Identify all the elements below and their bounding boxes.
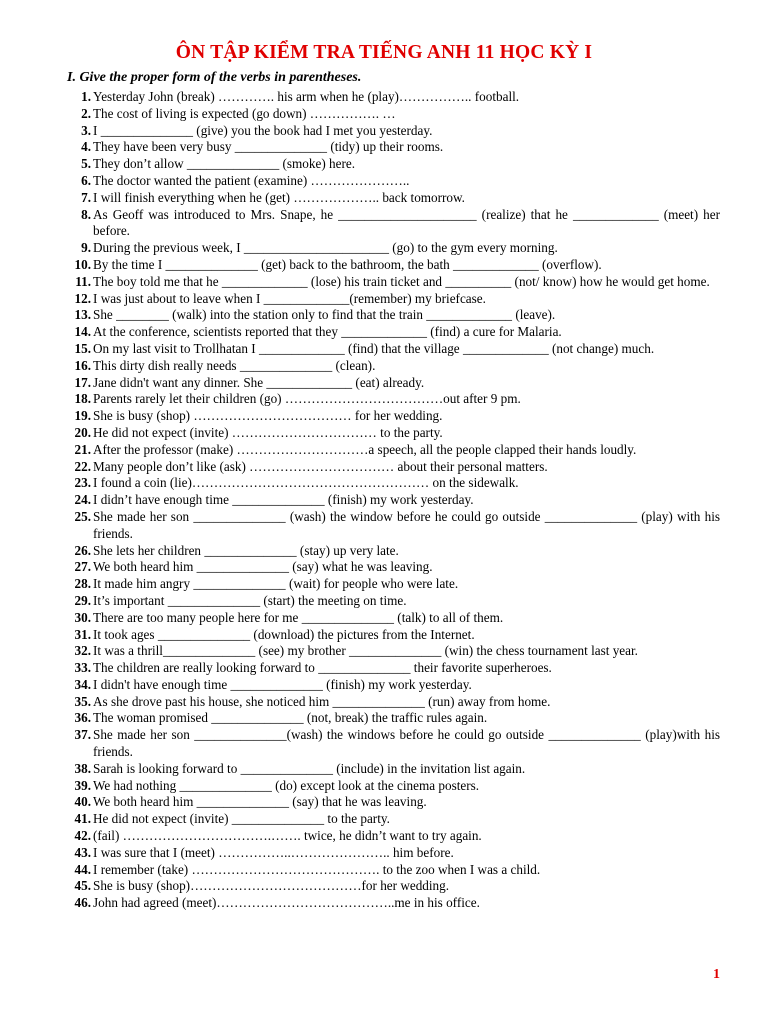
exercise-number: 36. bbox=[74, 710, 91, 726]
exercise-item bbox=[0, 593, 768, 610]
exercise-item bbox=[0, 358, 768, 375]
exercise-number: 45. bbox=[74, 878, 91, 894]
exercise-number: 15. bbox=[74, 340, 91, 356]
exercise-item bbox=[0, 291, 768, 308]
exercise-number: 22. bbox=[74, 458, 91, 474]
exercise-item bbox=[0, 341, 768, 358]
exercise-text: The doctor wanted the patient (examine) ………………….. bbox=[93, 172, 410, 188]
exercise-text: I remember (take) ……………………………………. to the zoo when I was a child. bbox=[93, 861, 541, 877]
exercise-item bbox=[0, 190, 768, 207]
exercise-text: There are too many people here for me ______________ (talk) to all of them. bbox=[93, 609, 504, 625]
exercise-item bbox=[0, 89, 768, 106]
exercise-number: 39. bbox=[74, 777, 91, 793]
exercise-text: It took ages ______________ (download) the pictures from the Internet. bbox=[93, 626, 475, 642]
exercise-number: 9. bbox=[81, 240, 91, 256]
exercise-text: It’s important ______________ (start) the meeting on time. bbox=[93, 592, 407, 608]
exercise-number: 12. bbox=[74, 290, 91, 306]
exercise-text: They don’t allow ______________ (smoke) here. bbox=[93, 156, 355, 172]
exercise-text: I was sure that I (meet) ……………..………………….. him before. bbox=[93, 844, 454, 860]
exercise-item bbox=[0, 492, 768, 509]
exercise-number: 34. bbox=[74, 676, 91, 692]
exercise-text: She is busy (shop)…………………………………for her wedding. bbox=[93, 878, 450, 894]
exercise-number: 2. bbox=[81, 105, 91, 121]
exercise-text: I didn’t have enough time ______________ (finish) my work yesterday. bbox=[93, 492, 474, 508]
exercise-number: 41. bbox=[74, 811, 91, 827]
page-number: 1 bbox=[713, 967, 720, 982]
exercise-text: The boy told me that he _____________ (lose) his train ticket and __________ (not/ know) how he would get home. bbox=[93, 273, 710, 289]
exercise-number: 3. bbox=[81, 122, 91, 138]
exercise-number: 38. bbox=[74, 760, 91, 776]
exercise-item bbox=[0, 173, 768, 190]
exercise-number: 13. bbox=[74, 307, 91, 323]
exercise-item bbox=[0, 660, 768, 677]
section-heading: I. Give the proper form of the verbs in parentheses. bbox=[67, 70, 362, 85]
exercise-item bbox=[0, 307, 768, 324]
exercise-item bbox=[0, 811, 768, 828]
exercise-item bbox=[0, 139, 768, 156]
exercise-number: 43. bbox=[74, 844, 91, 860]
exercise-item bbox=[0, 828, 768, 845]
exercise-item bbox=[0, 627, 768, 644]
exercise-text: She made her son ______________ (wash) the window before he could go outside ______________ (play) with his friends. bbox=[93, 508, 724, 541]
exercise-number: 8. bbox=[81, 206, 91, 222]
exercise-item bbox=[0, 274, 768, 291]
exercise-number: 29. bbox=[74, 592, 91, 608]
exercise-item bbox=[0, 408, 768, 425]
exercise-text: The children are really looking forward to ______________ their favorite superheroes. bbox=[93, 660, 552, 676]
exercise-number: 40. bbox=[74, 794, 91, 810]
exercise-text: I will finish everything when he (get) ……………….. back tomorrow. bbox=[93, 189, 465, 205]
exercise-number: 26. bbox=[74, 542, 91, 558]
exercise-item bbox=[0, 375, 768, 392]
exercise-number: 24. bbox=[74, 492, 91, 508]
exercise-item bbox=[0, 207, 768, 241]
exercise-number: 46. bbox=[74, 895, 91, 911]
exercise-number: 11. bbox=[75, 273, 91, 289]
exercise-text: She ________ (walk) into the station only to find that the train _____________ (leave). bbox=[93, 307, 556, 323]
exercise-text: I ______________ (give) you the book had I met you yesterday. bbox=[93, 122, 433, 138]
exercise-item bbox=[0, 710, 768, 727]
exercise-item bbox=[0, 778, 768, 795]
exercise-item bbox=[0, 425, 768, 442]
exercise-number: 14. bbox=[74, 324, 91, 340]
exercise-number: 6. bbox=[81, 172, 91, 188]
exercise-number: 5. bbox=[81, 156, 91, 172]
exercise-item bbox=[0, 895, 768, 912]
exercise-number: 20. bbox=[74, 424, 91, 440]
exercise-list bbox=[0, 89, 768, 912]
exercise-item bbox=[0, 761, 768, 778]
exercise-item bbox=[0, 240, 768, 257]
exercise-text: She is busy (shop) ……………………………… for her wedding. bbox=[93, 408, 443, 424]
exercise-number: 4. bbox=[81, 139, 91, 155]
exercise-number: 28. bbox=[74, 576, 91, 592]
exercise-number: 16. bbox=[74, 357, 91, 373]
exercise-number: 32. bbox=[74, 643, 91, 659]
exercise-item bbox=[0, 543, 768, 560]
exercise-number: 19. bbox=[74, 408, 91, 424]
exercise-number: 27. bbox=[74, 559, 91, 575]
exercise-text: She made her son ______________(wash) the windows before he could go outside ______________ (play)with his friends. bbox=[93, 727, 724, 760]
exercise-number: 31. bbox=[74, 626, 91, 642]
exercise-number: 21. bbox=[74, 441, 91, 457]
exercise-text: Sarah is looking forward to ______________ (include) in the invitation list again. bbox=[93, 760, 526, 776]
exercise-item bbox=[0, 727, 768, 761]
exercise-text: He did not expect (invite) ______________ to the party. bbox=[93, 811, 390, 827]
exercise-number: 42. bbox=[74, 828, 91, 844]
exercise-item bbox=[0, 442, 768, 459]
exercise-text: I found a coin (lie)……………………………………………… on the sidewalk. bbox=[93, 475, 519, 491]
exercise-text: She lets her children ______________ (stay) up very late. bbox=[93, 542, 399, 558]
exercise-item bbox=[0, 845, 768, 862]
exercise-text: After the professor (make) …………………………a speech, all the people clapped their hands loudly. bbox=[93, 441, 637, 457]
exercise-number: 35. bbox=[74, 693, 91, 709]
exercise-text: The woman promised ______________ (not, break) the traffic rules again. bbox=[93, 710, 488, 726]
exercise-item bbox=[0, 610, 768, 627]
exercise-text: John had agreed (meet)…………………………………..me in his office. bbox=[93, 895, 480, 911]
exercise-item bbox=[0, 459, 768, 476]
exercise-text: This dirty dish really needs ______________ (clean). bbox=[93, 357, 376, 373]
exercise-text: We both heard him ______________ (say) that he was leaving. bbox=[93, 794, 427, 810]
exercise-item bbox=[0, 324, 768, 341]
exercise-text: It was a thrill______________ (see) my brother ______________ (win) the chess tournament last year. bbox=[93, 643, 638, 659]
exercise-number: 7. bbox=[81, 189, 91, 205]
exercise-item bbox=[0, 878, 768, 895]
exercise-item bbox=[0, 576, 768, 593]
exercise-number: 37. bbox=[74, 727, 91, 743]
exercise-text: It made him angry ______________ (wait) for people who were late. bbox=[93, 576, 459, 592]
exercise-item bbox=[0, 677, 768, 694]
exercise-text: On my last visit to Trollhatan I _____________ (find) that the village _____________ (not change) much. bbox=[93, 340, 655, 356]
exercise-item bbox=[0, 794, 768, 811]
exercise-number: 10. bbox=[74, 256, 91, 272]
exercise-item bbox=[0, 123, 768, 140]
exercise-text: At the conference, scientists reported that they _____________ (find) a cure for Malaria. bbox=[93, 324, 562, 340]
exercise-item bbox=[0, 643, 768, 660]
exercise-item bbox=[0, 509, 768, 543]
exercise-item bbox=[0, 106, 768, 123]
exercise-item bbox=[0, 475, 768, 492]
exercise-number: 17. bbox=[74, 374, 91, 390]
exercise-text: I didn't have enough time ______________ (finish) my work yesterday. bbox=[93, 676, 472, 692]
exercise-item bbox=[0, 559, 768, 576]
exercise-text: Yesterday John (break) …………. his arm when he (play)…………….. football. bbox=[93, 89, 520, 104]
exercise-number: 44. bbox=[74, 861, 91, 877]
exercise-item bbox=[0, 391, 768, 408]
exercise-item bbox=[0, 156, 768, 173]
exercise-text: Parents rarely let their children (go) ………………………………out after 9 pm. bbox=[93, 391, 521, 407]
exercise-text: Jane didn't want any dinner. She _____________ (eat) already. bbox=[93, 374, 425, 390]
exercise-text: They have been very busy ______________ (tidy) up their rooms. bbox=[93, 139, 444, 155]
exercise-number: 18. bbox=[74, 391, 91, 407]
exercise-number: 30. bbox=[74, 609, 91, 625]
document-title: ÔN TẬP KIỂM TRA TIẾNG ANH 11 HỌC KỲ I bbox=[175, 42, 593, 63]
exercise-text: Many people don’t like (ask) …………………………… about their personal matters. bbox=[93, 458, 548, 474]
exercise-text: As she drove past his house, she noticed him ______________ (run) away from home. bbox=[93, 693, 551, 709]
exercise-text: During the previous week, I ______________________ (go) to the gym every morning. bbox=[93, 240, 558, 256]
exercise-text: We both heard him ______________ (say) what he was leaving. bbox=[93, 559, 433, 575]
exercise-text: By the time I ______________ (get) back to the bathroom, the bath _____________ (overflow). bbox=[93, 256, 602, 272]
exercise-number: 25. bbox=[74, 508, 91, 524]
exercise-item bbox=[0, 694, 768, 711]
exercise-text: We had nothing ______________ (do) except look at the cinema posters. bbox=[93, 777, 480, 793]
exercise-text: I was just about to leave when I _____________(remember) my briefcase. bbox=[93, 290, 486, 306]
exercise-text: (fail) …………………………….……. twice, he didn’t want to try again. bbox=[93, 828, 482, 844]
exercise-text: As Geoff was introduced to Mrs. Snape, he _____________________ (realize) that he _____________ (meet) her before. bbox=[93, 206, 724, 239]
exercise-item bbox=[0, 862, 768, 879]
exercise-number: 23. bbox=[74, 475, 91, 491]
exercise-number: 1. bbox=[81, 89, 91, 104]
exercise-item bbox=[0, 257, 768, 274]
exercise-number: 33. bbox=[74, 660, 91, 676]
exercise-text: The cost of living is expected (go down) ……………. … bbox=[93, 105, 396, 121]
exercise-text: He did not expect (invite) …………………………… to the party. bbox=[93, 424, 443, 440]
